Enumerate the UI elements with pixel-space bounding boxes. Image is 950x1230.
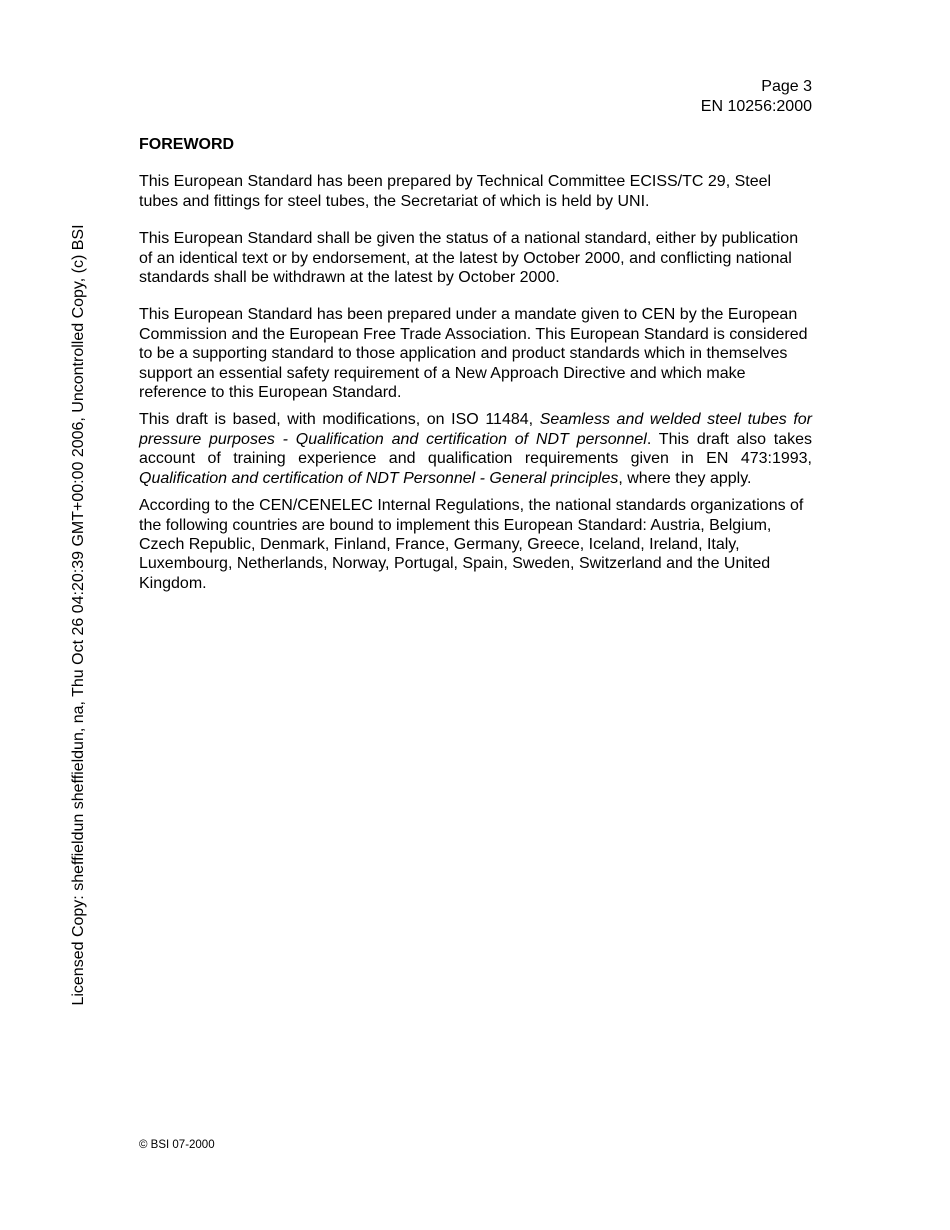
foreword-section [139,135,812,611]
paragraph-4-text-3: , where they apply. [618,469,752,487]
paragraph-4-text-1: This draft is based, with modifications, on ISO 11484, [139,411,540,429]
paragraph-4 [139,410,812,488]
page-header [701,77,812,117]
paragraph-4-title-iso: Seamless and welded steel tubes for pressure purposes - Qualification and certification of NDT personnel [139,411,813,448]
page-number: Page 3 [761,78,812,95]
paragraph-2: This European Standard shall be given the status of a national standard, either by publication of an identical text or by endorsement, at the latest by October 2000, and conflicting national standards shall be withdrawn at the latest by October 2000. [139,230,799,287]
standard-reference: EN 10256:2000 [700,98,812,115]
footer-copyright: © BSI 07-2000 [139,1139,215,1151]
paragraph-5: According to the CEN/CENELEC Internal Regulations, the national standards organizations of the following countries are bound to implement this European Standard: Austria, Belgium, Czech Republic, Denmark, Finland, France, Germany, Greece, Iceland, Ireland, Italy, Luxembourg, Netherlands, Norway, Portugal, Spain, Sweden, Switzerland and the United Kingdom. [139,497,804,592]
license-watermark: Licensed Copy: sheffieldun sheffieldun, na, Thu Oct 26 04:20:39 GMT+00:00 2006, Uncontrolled Copy, (c) BSI [70,224,87,1006]
paragraph-1: This European Standard has been prepared by Technical Committee ECISS/TC 29, Steel tubes and fittings for steel tubes, the Secretariat of which is held by UNI. [139,173,772,210]
paragraph-3: This European Standard has been prepared under a mandate given to CEN by the European Commission and the European Free Trade Association. This European Standard is considered to be a supporting standard to those application and product standards which in themselves support an essential safety requirement of a New Approach Directive and which make reference to this European Standard. [139,306,808,402]
paragraph-4-title-en: Qualification and certification of NDT Personnel - General principles [139,469,619,487]
paragraph-4-text-2: . This draft also takes account of training experience and qualification requirements given in EN 473:1993, [139,430,812,468]
section-heading: FOREWORD [139,136,235,153]
